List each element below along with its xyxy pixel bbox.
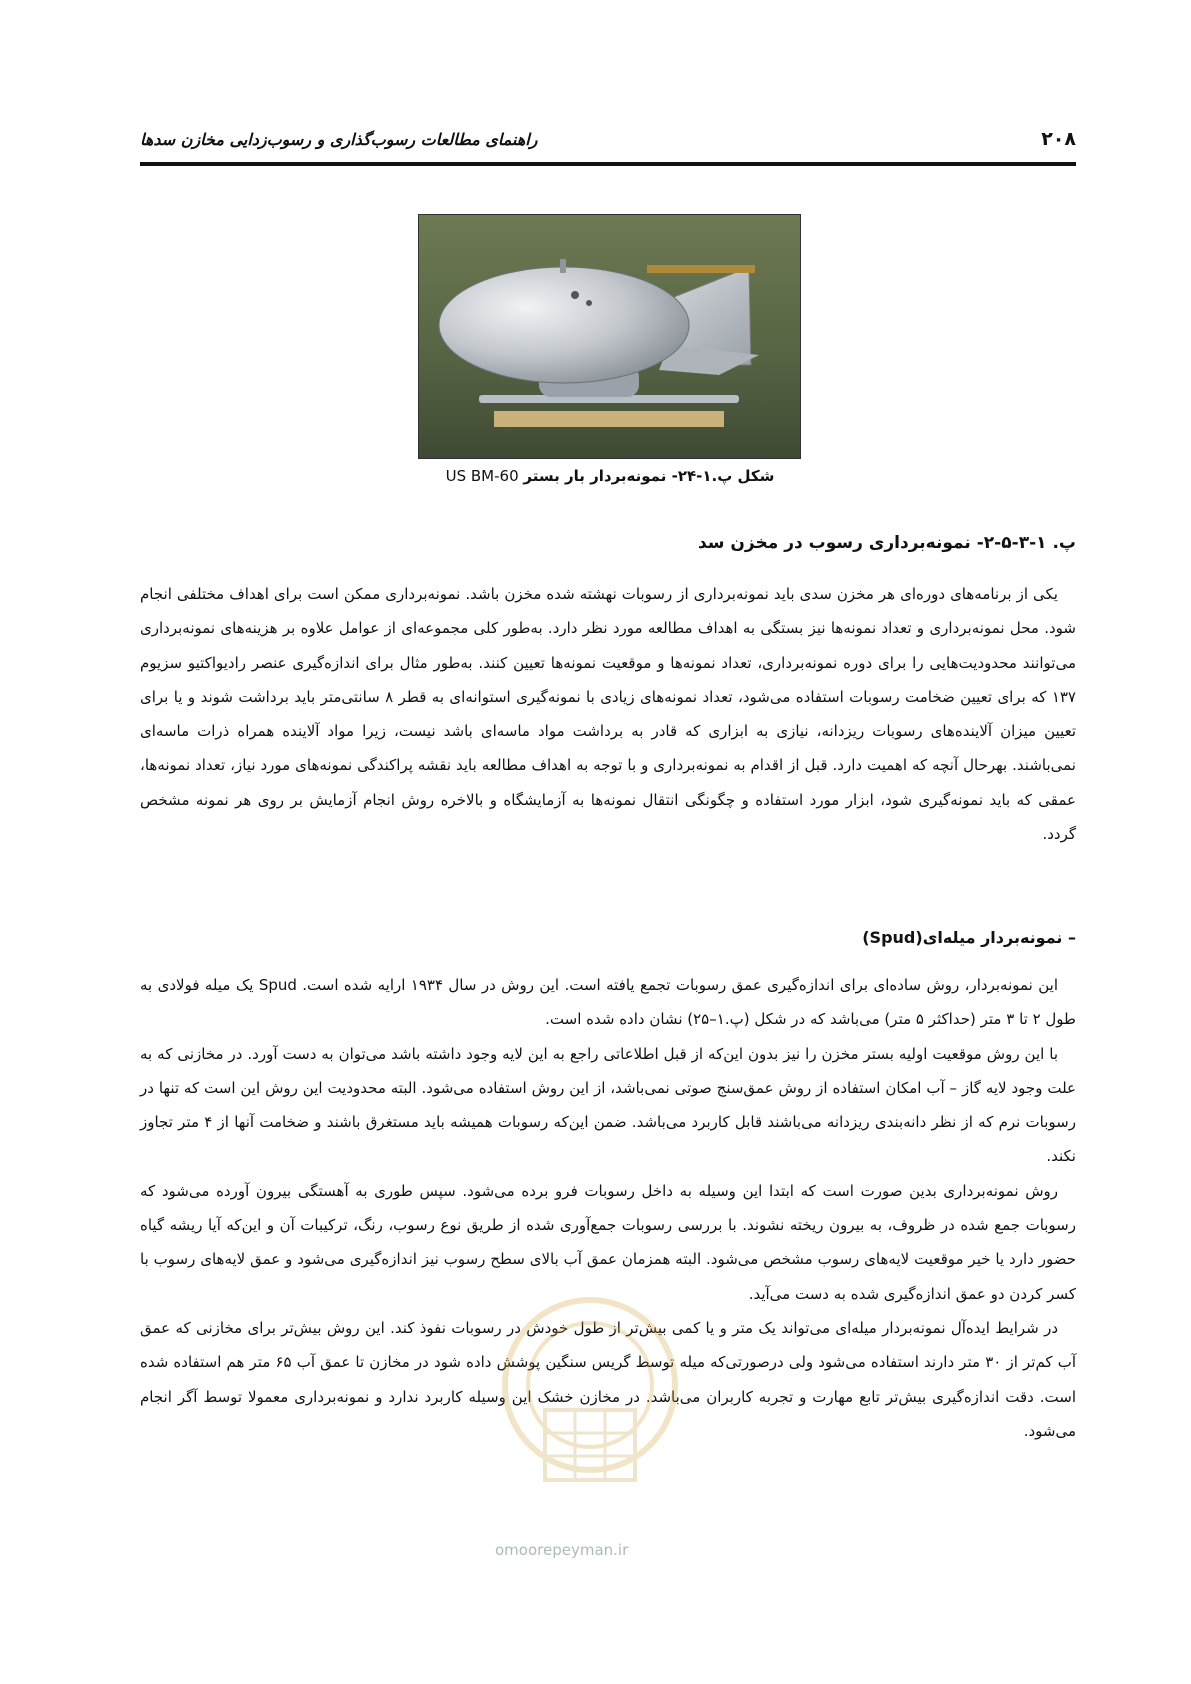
- section-body: [140, 577, 1076, 851]
- page-header: [140, 128, 1076, 158]
- section-heading: پ. ۱-۳-۵-۲- نمونه‌برداری رسوب در مخزن سد: [697, 533, 1076, 553]
- watermark-url: omoorepeyman.ir: [495, 1541, 629, 1559]
- caption-label: شکل پ.۱-۲۴- نمونه‌بردار بار بستر: [523, 467, 775, 485]
- caption-model: US BM-60: [445, 467, 519, 485]
- page-number: ۲۰۸: [1041, 128, 1076, 150]
- subsection-heading: – نمونه‌بردار میله‌ای(Spud): [862, 928, 1076, 947]
- spud-paragraph-4: در شرایط ایده‌آل نمونه‌بردار میله‌ای می‌تواند یک متر و یا کمی بیش‌تر از طول خودش در رسوبات نفوذ کند. این روش بیش‌تر برای مخازنی که عمق آب کم‌تر از ۳۰ متر دارند استفاده می‌شود ولی درصورتی‌که میله توسط گریس سنگین پوشش داده شود در مخازن تا عمق آب ۶۵ متر هم استفاده شده است. دقت اندازه‌گیری بیش‌تر تابع مهارت و تجربه کاربران می‌باشد. در مخازن خشک این وسیله کاربرد ندارد و نمونه‌برداری معمولا توسط آگر انجام می‌شود.: [140, 1318, 1076, 1440]
- spud-paragraph-3: روش نمونه‌برداری بدین صورت است که ابتدا این وسیله به داخل رسوبات فرو برده می‌شود. سپس طوری به آهستگی بیرون آورده می‌شود که رسوبات جمع شده در ظروف، به بیرون ریخته نشوند. با بررسی رسوبات جمع‌آوری شده از طریق نوع رسوب، رنگ، ترکیبات آن و این‌که آیا ریشه گیاه حضور دارد یا خیر موقعیت لایه‌های رسوب مشخص می‌شود. البته همزمان عمق آب بالای سطح رسوب نیز اندازه‌گیری می‌شود و عمق لایه‌های رسوب با کسر کردن دو عمق اندازه‌گیری شده به دست می‌آید.: [140, 1181, 1076, 1303]
- bed-load-sampler-illustration: [419, 215, 800, 458]
- header-rule: [140, 162, 1076, 166]
- figure-caption: [420, 467, 800, 485]
- running-title: راهنمای مطالعات رسوب‌گذاری و رسوب‌زدایی مخازن سدها: [140, 130, 538, 149]
- sampler-photo: [418, 214, 801, 459]
- section-paragraph: یکی از برنامه‌های دوره‌ای هر مخزن سدی باید نمونه‌برداری از رسوبات نهشته شده مخزن باشد. نمونه‌برداری ممکن است برای اهداف مختلفی انجام شود. محل نمونه‌برداری و تعداد نمونه‌ها نیز بستگی به اهداف مطالعه مورد نظر دارد. به‌طور کلی مجموعه‌ای از عوامل علاوه بر هزینه‌های نمونه‌برداری می‌توانند محدودیت‌هایی را برای دوره نمونه‌برداری، تعداد نمونه‌ها و موقعیت نمونه‌ها تعیین کنند. به‌طور مثال برای اندازه‌گیری عنصر رادیواکتیو سزیوم ۱۳۷ که برای تعیین ضخامت رسوبات استفاده می‌شود، تعداد نمونه‌های زیادی با نمونه‌گیری استوانه‌ای به قطر ۸ سانتی‌متر باید برداشت شوند و یا برای تعیین میزان آلاینده‌های رسوبات ریزدانه، نیازی به ابزاری که قادر به برداشت مواد ماسه‌ای باشد نیست، زیرا مواد آلاینده همراه ذرات ماسه‌ای نمی‌باشند. بهرحال آنچه که اهمیت دارد. قبل از اقدام به نمونه‌برداری و با توجه به اهداف مطالعه باید نقشه پراکندگی نمونه‌های مورد نیاز، تعداد نمونه‌ها، عمقی که باید نمونه‌گیری شود، ابزار مورد استفاده و چگونگی انتقال نمونه‌ها به آزمایشگاه و بالاخره روش انجام آزمایش بر روی هر نمونه مشخص گردد.: [140, 585, 1076, 844]
- watermark-logo: [490, 1290, 690, 1520]
- spud-paragraph-1: این نمونه‌بردار، روش ساده‌ای برای اندازه‌گیری عمق رسوبات تجمع یافته است. این روش در سال ۱۹۳۴ ارایه شده است. Spud یک میله فولادی به طول ۲ تا ۳ متر (حداکثر ۵ متر) می‌باشد که در شکل (پ.۱–۲۵) نشان داده شده است.: [140, 976, 1076, 1029]
- spud-paragraph-2: با این روش موقعیت اولیه بستر مخزن را نیز بدون این‌که از قبل اطلاعاتی راجع به این لایه وجود داشته باشد می‌توان به دست آورد. در مخازنی که به علت وجود لایه گاز – آب امکان استفاده از روش عمق‌سنج صوتی نمی‌باشد، از این روش استفاده می‌شود. البته محدودیت این روش این است که تنها در رسوبات نرم که از نظر دانه‌بندی ریزدانه می‌باشند قابل کاربرد می‌باشد. ضمن این‌که رسوبات همیشه باید مستغرق باشند و ضخامت آنها از ۴ متر تجاوز نکند.: [140, 1044, 1076, 1166]
